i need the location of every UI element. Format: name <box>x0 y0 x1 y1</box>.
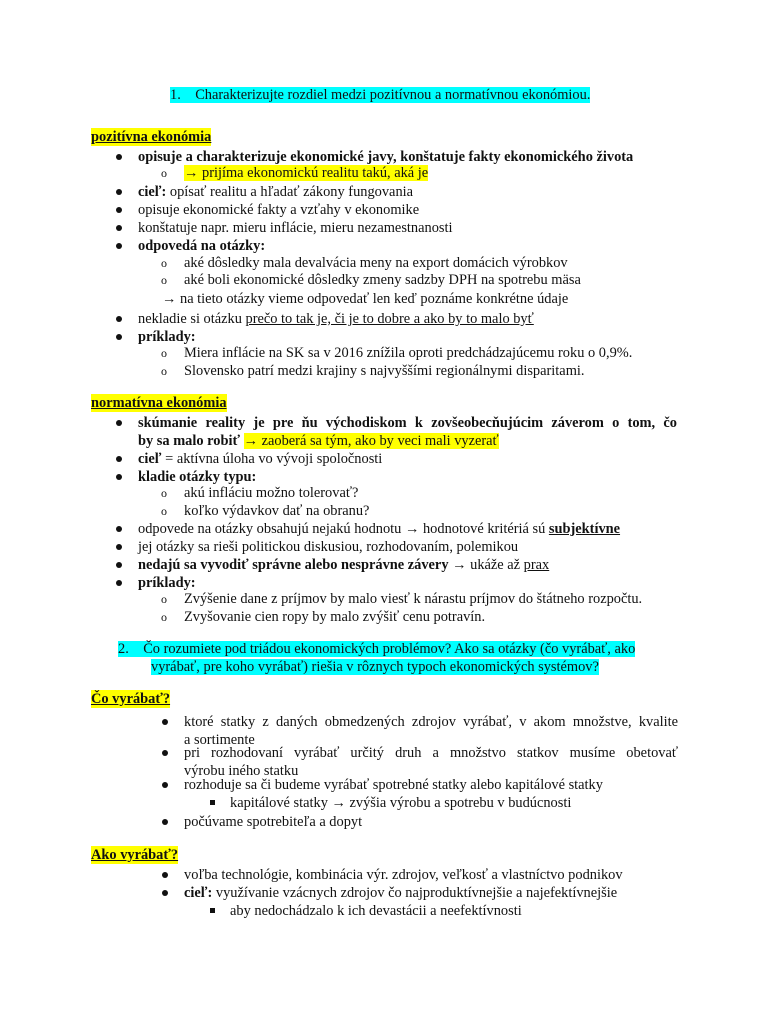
arrow-icon: → <box>162 291 177 307</box>
poz-item-5-arrow-note: → na tieto otázky vieme odpovedať len keď poznáme konkrétne údaje <box>162 291 569 307</box>
bullet-icon <box>162 890 168 896</box>
bullet-icon <box>116 526 122 532</box>
circle-bullet-icon: o <box>161 610 167 624</box>
ako-item-2: cieľ: využívanie vzácnych zdrojov čo najproduktívnejšie a najefektívnejšie <box>184 885 618 901</box>
circle-bullet-icon: o <box>161 486 167 500</box>
bullet-icon <box>162 819 168 825</box>
bullet-icon <box>162 872 168 878</box>
heading-normativna-ekonomia: normatívna ekonómia <box>91 395 227 411</box>
norm-item-1-line-1: skúmanie reality je pre ňu východiskom k zovšeobecňujúcim záverom o tom, čo <box>138 415 677 431</box>
norm-item-6: nedajú sa vyvodiť správne alebo nesprávne závery → ukáže až prax <box>138 557 550 573</box>
bullet-icon <box>116 580 122 586</box>
bullet-icon <box>116 243 122 249</box>
circle-bullet-icon: o <box>161 592 167 606</box>
circle-bullet-icon: o <box>161 256 167 270</box>
bullet-icon <box>162 719 168 725</box>
norm-item-3: kladie otázky typu: <box>138 469 257 485</box>
arrow-icon: → <box>184 165 199 181</box>
bullet-icon <box>116 544 122 550</box>
norm-item-7-sub-2: Zvyšovanie cien ropy by malo zvýšiť cenu potravín. <box>184 609 486 625</box>
bullet-icon <box>116 225 122 231</box>
co-item-1-line-2: a sortimente <box>184 732 255 748</box>
circle-bullet-icon: o <box>161 364 167 378</box>
poz-item-7-sub-1: Miera inflácie na SK sa v 2016 znížila oproti predchádzajúcemu roku o 0,9%. <box>184 345 633 361</box>
square-bullet-icon <box>210 908 215 913</box>
bullet-icon <box>116 154 122 160</box>
question-2-number: 2. <box>118 641 129 657</box>
norm-item-1-line-2: by sa malo robiť → zaoberá sa tým, ako by veci mali vyzerať <box>138 433 499 449</box>
circle-bullet-icon: o <box>161 166 167 180</box>
co-item-1-line-1: ktoré statky z daných obmedzených zdrojov vyrábať, v akom množstve, kvalite <box>184 714 678 730</box>
question-1 <box>170 86 590 104</box>
bullet-icon <box>116 562 122 568</box>
ako-item-1: voľba technológie, kombinácia výr. zdrojov, veľkosť a vlastníctvo podnikov <box>184 867 623 883</box>
circle-bullet-icon: o <box>161 346 167 360</box>
norm-item-2: cieľ = aktívna úloha vo vývoji spoločnosti <box>138 451 383 467</box>
question-1-number: 1. <box>170 87 181 103</box>
poz-item-4: konštatuje napr. mieru inflácie, mieru nezamestnanosti <box>138 220 453 236</box>
bullet-icon <box>116 316 122 322</box>
circle-bullet-icon: o <box>161 273 167 287</box>
poz-item-3: opisuje ekonomické fakty a vzťahy v ekonomike <box>138 202 420 218</box>
norm-item-3-sub-1: akú infláciu možno tolerovať? <box>184 485 359 501</box>
poz-item-1-sub: → prijíma ekonomickú realitu takú, aká je <box>184 165 429 181</box>
heading-ako-vyrabat: Ako vyrábať? <box>91 847 179 863</box>
poz-item-1: opisuje a charakterizuje ekonomické javy, konštatuje fakty ekonomického života <box>138 149 634 165</box>
bullet-icon <box>116 207 122 213</box>
poz-item-5-sub-1: aké dôsledky mala devalvácia meny na export domácich výrobkov <box>184 255 568 271</box>
bullet-icon <box>116 420 122 426</box>
poz-item-7-sub-2: Slovensko patrí medzi krajiny s najvyššími regionálnymi disparitami. <box>184 363 585 379</box>
heading-co-vyrabat: Čo vyrábať? <box>91 691 171 707</box>
norm-item-5: jej otázky sa rieši politickou diskusiou, rozhodovaním, polemikou <box>138 539 519 555</box>
question-2-line-2: vyrábať, pre koho vyrábať) riešia v rôznych typoch ekonomických systémov? <box>151 659 599 675</box>
co-item-2-line-2: výrobu iného statku <box>184 763 299 779</box>
bullet-icon <box>162 782 168 788</box>
norm-item-4: odpovede na otázky obsahujú nejakú hodnotu → hodnotové kritériá sú subjektívne <box>138 521 621 537</box>
bullet-icon <box>116 474 122 480</box>
norm-item-3-sub-2: koľko výdavkov dať na obranu? <box>184 503 370 519</box>
question-1-text: Charakterizujte rozdiel medzi pozitívnou a normatívnou ekonómiou. <box>195 87 591 103</box>
poz-item-2: cieľ: opísať realitu a hľadať zákony fungovania <box>138 184 414 200</box>
arrow-icon: → <box>331 795 346 811</box>
poz-item-7: príklady: <box>138 329 196 345</box>
circle-bullet-icon: o <box>161 504 167 518</box>
bullet-icon <box>116 189 122 195</box>
co-item-3: rozhoduje sa či budeme vyrábať spotrebné statky alebo kapitálové statky <box>184 777 603 793</box>
bullet-icon <box>116 456 122 462</box>
norm-item-7: príklady: <box>138 575 196 591</box>
bullet-icon <box>162 750 168 756</box>
poz-item-5: odpovedá na otázky: <box>138 238 266 254</box>
ako-item-2-sub-1: aby nedochádzalo k ich devastácii a neefektívnosti <box>230 903 522 919</box>
arrow-icon: → <box>404 521 420 537</box>
poz-item-5-sub-2: aké boli ekonomické dôsledky zmeny sadzby DPH na spotrebu mäsa <box>184 272 581 288</box>
arrow-icon: → <box>452 557 467 573</box>
arrow-icon: → <box>243 433 258 449</box>
norm-item-7-sub-1: Zvýšenie dane z príjmov by malo viesť k nárastu príjmov do štátneho rozpočtu. <box>184 591 643 607</box>
square-bullet-icon <box>210 800 215 805</box>
question-2-line-1: 2. Čo rozumiete pod triádou ekonomických problémov? Ako sa otázky (čo vyrábať, ako <box>118 641 636 657</box>
bullet-icon <box>116 334 122 340</box>
co-item-3-sub-1: kapitálové statky → zvýšia výrobu a spotrebu v budúcnosti <box>230 795 572 811</box>
poz-item-6: nekladie si otázku prečo to tak je, či je to dobre a ako by to malo byť <box>138 311 534 327</box>
heading-pozitivna-ekonomia: pozitívna ekonómia <box>91 129 212 145</box>
co-item-2-line-1: pri rozhodovaní vyrábať určitý druh a množstvo statkov musíme obetovať <box>184 745 678 761</box>
co-item-4: počúvame spotrebiteľa a dopyt <box>184 814 363 830</box>
